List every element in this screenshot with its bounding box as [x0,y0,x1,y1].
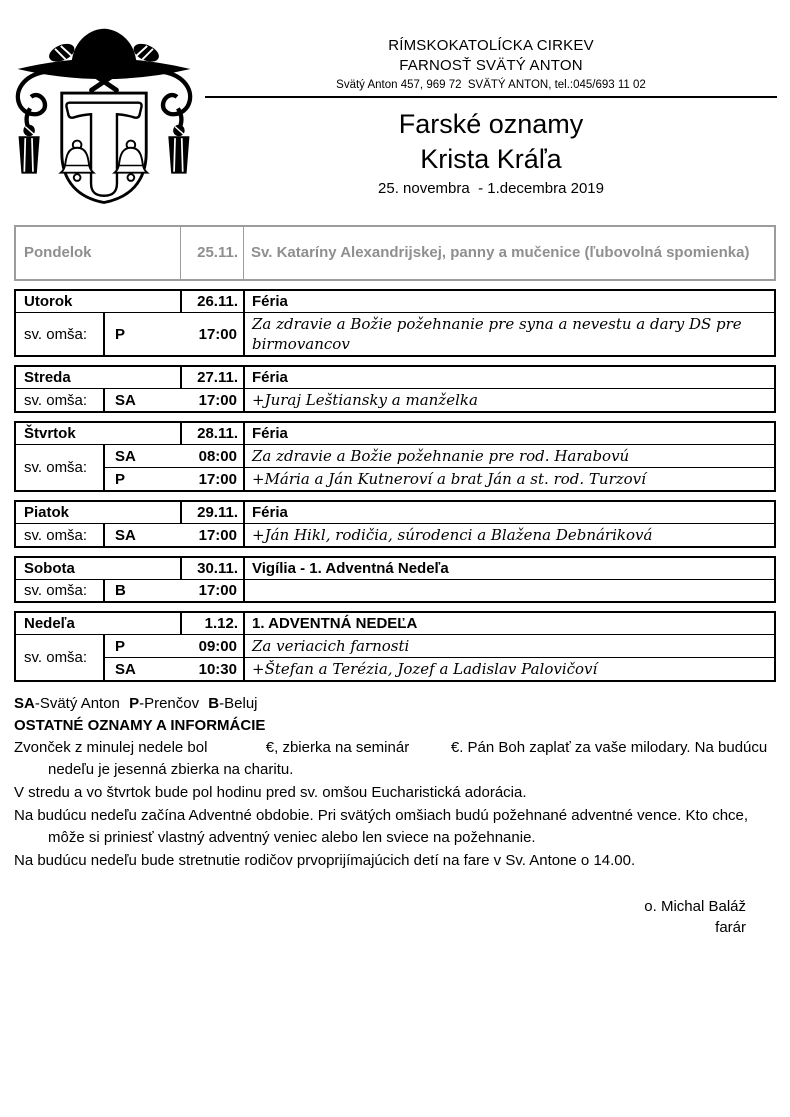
org-address: Svätý Anton 457, 969 72 SVÄTÝ ANTON, tel.:045/693 11 02 [336,79,646,91]
day-date: 1.12. [180,613,243,634]
day-date: 28.11. [180,423,243,444]
signature-role: farár [715,919,746,936]
day-date: 25.11. [180,227,243,279]
mass-intention: +Štefan a Terézia, Jozef a Ladislav Palovičoví [243,658,774,680]
mass-intention [243,580,774,601]
mass-row [105,467,774,490]
day-feast: Féria [243,423,774,444]
bulletin-date-range: 25. novembra - 1.decembra 2019 [378,180,604,197]
parish-crest-icon [6,22,202,214]
mass-time: 17:00 [198,582,237,599]
schedule-table-pondelok [14,225,776,281]
mass-label: sv. omša: [24,582,88,599]
mass-row [105,445,774,467]
day-name: Pondelok [24,244,92,261]
day-feast: Vigília - 1. Adventná Nedeľa [243,558,774,579]
mass-intention: Za zdravie a Božie požehnanie pre syna a nevestu a dary DS pre birmovancov [243,313,774,355]
mass-row [105,657,774,680]
mass-row [105,389,774,411]
announcements [14,694,776,938]
bulletin-subtitle: Krista Kráľa [420,144,562,174]
mass-time: 17:00 [198,325,237,343]
mass-intention: +Juraj Leštiansky a manželka [243,389,774,411]
schedule [14,225,776,682]
mass-place-code: SA [115,447,136,465]
announcement-paragraph: Na budúcu nedeľu bude stretnutie rodičov prvoprijímajúcich detí na fare v Sv. Antone o 14.00. [14,852,636,869]
day-feast: Féria [243,367,774,388]
day-name: Piatok [24,504,70,521]
mass-time: 09:00 [198,637,237,655]
legend-item: P-Prenčov [129,695,200,712]
mass-place-code: P [115,325,126,343]
schedule-table-piatok [14,500,776,548]
bulletin-title: Farské oznamy [398,109,584,139]
announcement-paragraph: Zvonček z minulej nedele bol €, zbierka na seminár €. Pán Boh zaplať za vaše milodary. Na budúcu nedeľu je jesenná zbierka na charitu. [14,739,772,778]
tassel-left-icon [19,125,40,174]
day-feast: Féria [243,502,774,523]
day-feast: Féria [243,291,774,312]
day-name: Sobota [24,560,75,577]
mass-row [105,524,774,546]
mass-place-code: P [115,470,126,488]
mass-time: 17:00 [198,391,237,409]
signature-name: o. Michal Baláž [644,898,746,915]
mass-place-code: SA [115,660,136,678]
day-date: 29.11. [180,502,243,523]
day-name: Streda [24,369,71,386]
day-date: 26.11. [180,291,243,312]
mass-intention: +Ján Hikl, rodičia, súrodenci a Blažena Debnáriková [243,524,774,546]
mass-row [105,580,774,601]
announcement-paragraph: Na budúcu nedeľu začína Adventné obdobie. Pri svätých omšiach budú požehnané adventné vence. Kto chce, môže si priniesť vlastný adventný veniec alebo len sviece na požehnanie. [14,807,753,846]
other-announcements-heading: OSTATNÉ OZNAMY A INFORMÁCIE [14,717,266,734]
legend-item: B-Beluj [208,695,258,712]
mass-place-code: B [115,582,126,599]
mass-label: sv. omša: [24,649,88,666]
mass-intention: Za veriacich farnosti [243,635,774,657]
day-name: Nedeľa [24,615,75,632]
day-feast: Sv. Kataríny Alexandrijskej, panny a mučenice (ľubovolná spomienka) [243,227,774,279]
mass-row [105,313,774,355]
mass-intention: +Mária a Ján Kutneroví a brat Ján a st. rod. Turzoví [243,468,774,490]
place-code-legend [14,694,776,714]
mass-time: 08:00 [198,447,237,465]
day-name: Štvrtok [24,425,76,442]
mass-row [105,635,774,657]
mass-place-code: P [115,637,126,655]
org-name-line1: RÍMSKOKATOLÍCKA CIRKEV [388,37,594,54]
mass-place-code: SA [115,391,136,409]
org-name-line2: FARNOSŤ SVÄTÝ ANTON [399,57,583,74]
signature-block [14,896,776,938]
legend-item: SA-Svätý Anton [14,695,120,712]
letterhead [205,0,777,199]
tassel-right-icon [168,125,189,174]
schedule-table-streda [14,365,776,413]
announcement-paragraph: V stredu a vo štvrtok bude pol hodinu pred sv. omšou Eucharistická adorácia. [14,784,527,801]
galero-hat-icon [18,29,191,79]
day-date: 30.11. [180,558,243,579]
mass-label: sv. omša: [24,325,88,343]
mass-place-code: SA [115,526,136,544]
day-feast: 1. ADVENTNÁ NEDEĽA [243,613,774,634]
day-date: 27.11. [180,367,243,388]
header-divider [205,96,777,98]
mass-intention: Za zdravie a Božie požehnanie pre rod. Harabovú [243,445,774,467]
mass-label: sv. omša: [24,459,88,476]
schedule-table-nedela [14,611,776,682]
mass-label: sv. omša: [24,391,88,409]
mass-time: 17:00 [198,470,237,488]
mass-time: 17:00 [198,526,237,544]
schedule-table-utorok [14,289,776,357]
schedule-table-sobota [14,556,776,603]
mass-label: sv. omša: [24,526,88,544]
day-name: Utorok [24,293,73,310]
schedule-table-stvrtok [14,421,776,492]
mass-time: 10:30 [198,660,237,678]
